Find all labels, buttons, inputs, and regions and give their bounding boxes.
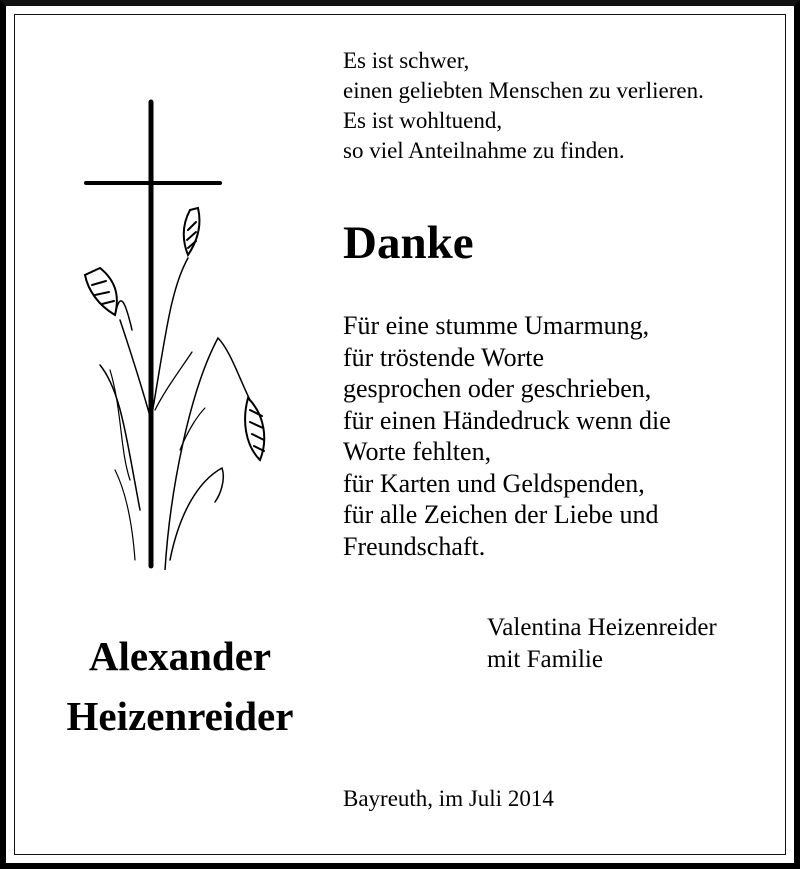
deceased-first-name: Alexander	[88, 633, 272, 679]
verse-line: Es ist schwer,	[343, 48, 470, 73]
place-date: Bayreuth, im Juli 2014	[343, 786, 554, 811]
verse-line: einen geliebten Menschen zu verlieren.	[343, 78, 704, 103]
thanks-line: Freundschaft.	[343, 531, 486, 561]
thanks-line: gesprochen oder geschrieben,	[343, 374, 652, 403]
verse-text	[343, 46, 704, 166]
cross-wheat-icon	[70, 90, 290, 570]
heading-danke: Danke	[343, 217, 474, 269]
thanks-line: für tröstende Worte	[343, 342, 545, 372]
thanks-text	[343, 310, 671, 562]
verse-line: so viel Anteilnahme zu finden.	[343, 138, 625, 163]
deceased-name	[20, 626, 340, 746]
signature-name: Valentina Heizenreider	[487, 614, 717, 641]
thanks-line: für Karten und Geldspenden,	[343, 468, 645, 498]
deceased-last-name: Heizenreider	[66, 693, 294, 739]
signature	[487, 612, 717, 676]
thanks-line: Für eine stumme Umarmung,	[343, 311, 650, 340]
thanks-line: Worte fehlten,	[343, 437, 492, 466]
signature-family: mit Familie	[487, 646, 603, 673]
thanks-line: für einen Händedruck wenn die	[343, 405, 671, 435]
thanks-line: für alle Zeichen der Liebe und	[343, 500, 659, 529]
verse-line: Es ist wohltuend,	[343, 108, 503, 133]
